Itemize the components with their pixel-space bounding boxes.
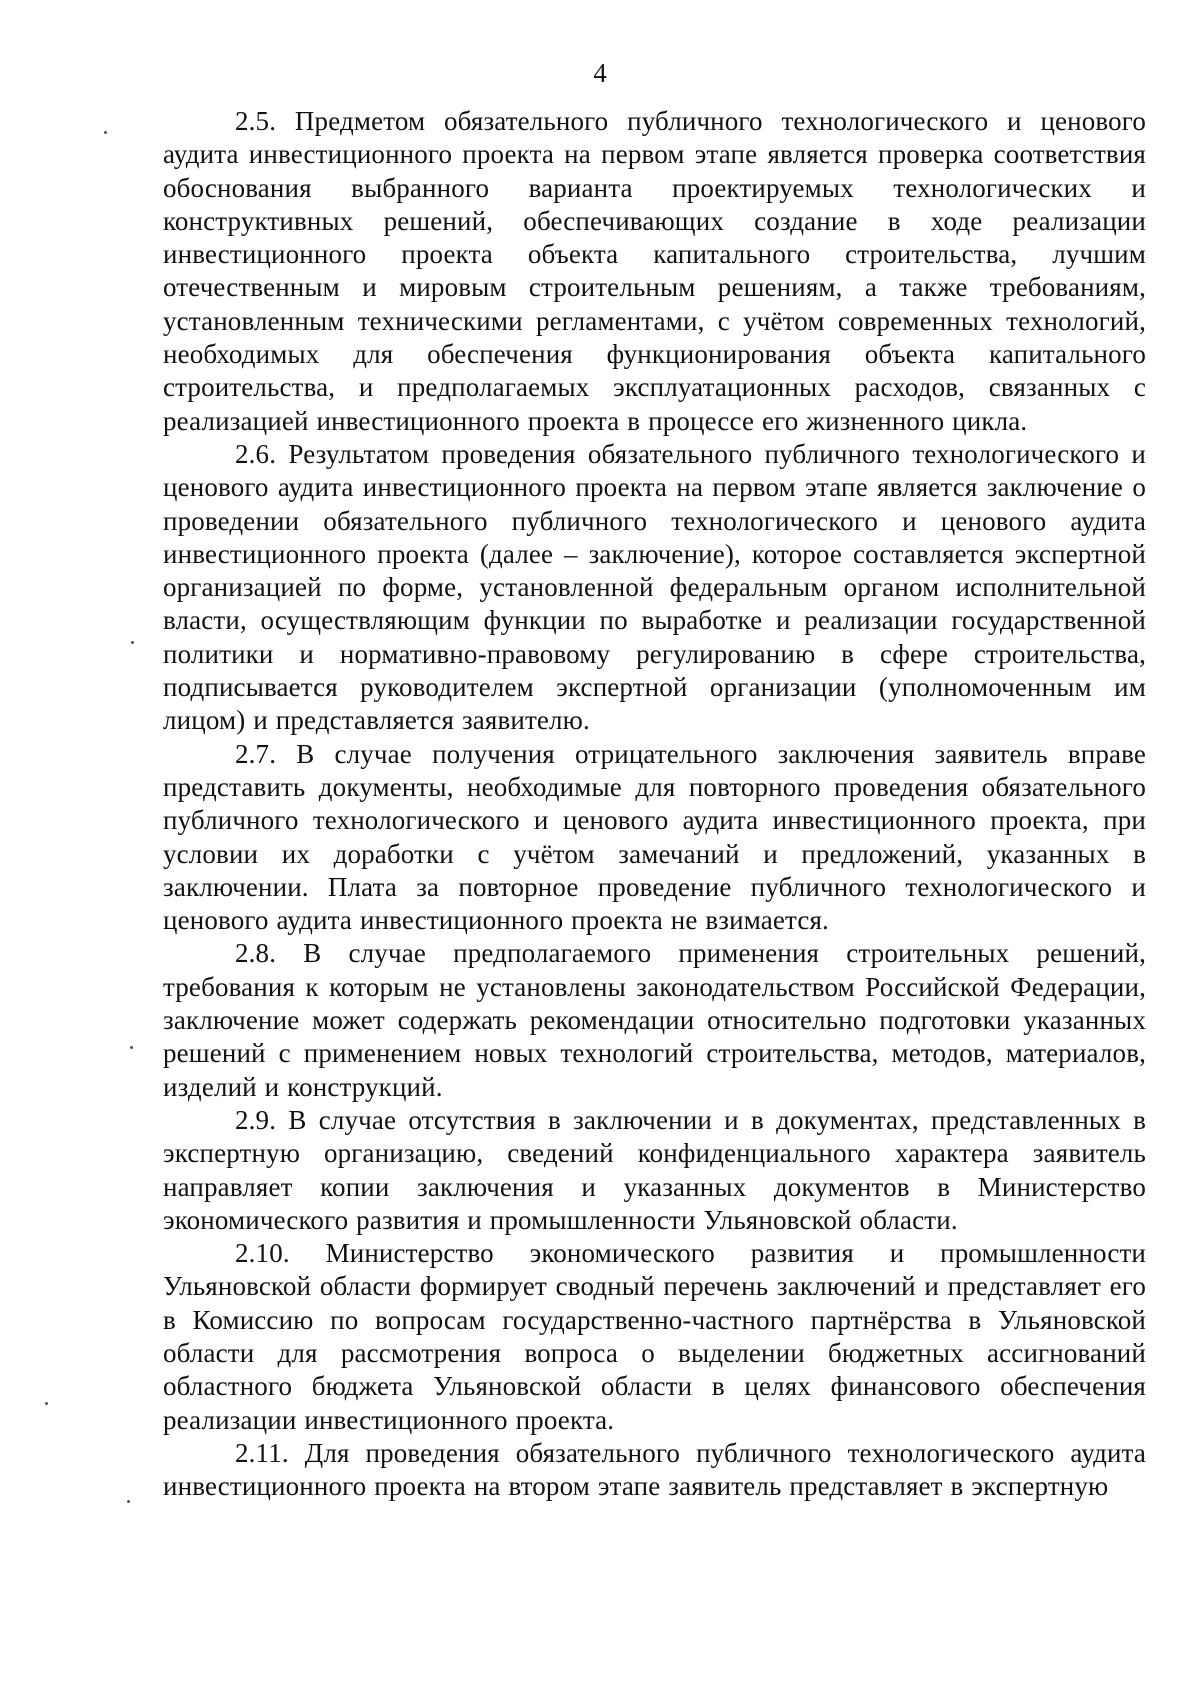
scan-speck [127,1500,130,1503]
document-body [163,105,1146,1503]
paragraph-2-6: 2.6. Результатом проведения обязательного публичного технологического и ценового аудита инвестиционного проекта на первом этапе является заключение о проведении обязательного публичного технологического и ценового аудита инвестиционного проекта (далее – заключение), которое составляется экспертной организацией по форме, установленной федеральным органом исполнительной власти, осуществляющим функции по выработке и реализации государственной политики и нормативно-правовому регулированию в сфере строительства, подписывается руководителем экспертной организации (уполномоченным им лицом) и представляется заявителю. [163,438,1146,736]
paragraph-2-10: 2.10. Министерство экономического развития и промышленности Ульяновской области формирует сводный перечень заключений и представляет его в Комиссию по вопросам государственно-частного партнёрства в Ульяновской области для рассмотрения вопроса о выделении бюджетных ассигнований областного бюджета Ульяновской области в целях финансового обеспечения реализации инвестиционного проекта. [163,1238,1146,1435]
scan-speck [45,1402,48,1405]
scan-speck [130,1046,133,1049]
paragraph-2-5: 2.5. Предметом обязательного публичного технологического и ценового аудита инвестиционного проекта на первом этапе является проверка соответствия обоснования выбранного варианта проектируемых технологических и конструктивных решений, обеспечивающих создание в ходе реализации инвестиционного проекта объекта капитального строительства, лучшим отечественным и мировым строительным решениям, а также требованиям, установленным техническими регламентами, с учётом современных технологий, необходимых для обеспечения функционирования объекта капитального строительства, и предполагаемых эксплуатационных расходов, связанных с реализацией инвестиционного проекта в процессе его жизненного цикла. [163,106,1146,436]
paragraph-2-11: 2.11. Для проведения обязательного публичного технологического аудита инвестиционного проекта на втором этапе заявитель представляет в экспертную [163,1437,1146,1502]
scan-speck [104,131,107,134]
paragraph-2-9: 2.9. В случае отсутствия в заключении и в документах, представленных в экспертную организацию, сведений конфиденциального характера заявитель направляет копии заключения и указанных документов в Министерство экономического развития и промышленности Ульяновской области. [163,1104,1146,1235]
paragraph-2-7: 2.7. В случае получения отрицательного заключения заявитель вправе представить документы, необходимые для повторного проведения обязательного публичного технологического и ценового аудита инвестиционного проекта, при условии их доработки с учётом замечаний и предложений, указанных в заключении. Плата за повторное проведение публичного технологического и ценового аудита инвестиционного проекта не взимается. [163,738,1146,936]
scan-speck [131,641,134,644]
page-number: 4 [593,58,607,88]
paragraph-2-8: 2.8. В случае предполагаемого применения строительных решений, требования к которым не установлены законодательством Российской Федерации, заключение может содержать рекомендации относительно подготовки указанных решений с применением новых технологий строительства, методов, материалов, изделий и конструкций. [163,938,1146,1102]
